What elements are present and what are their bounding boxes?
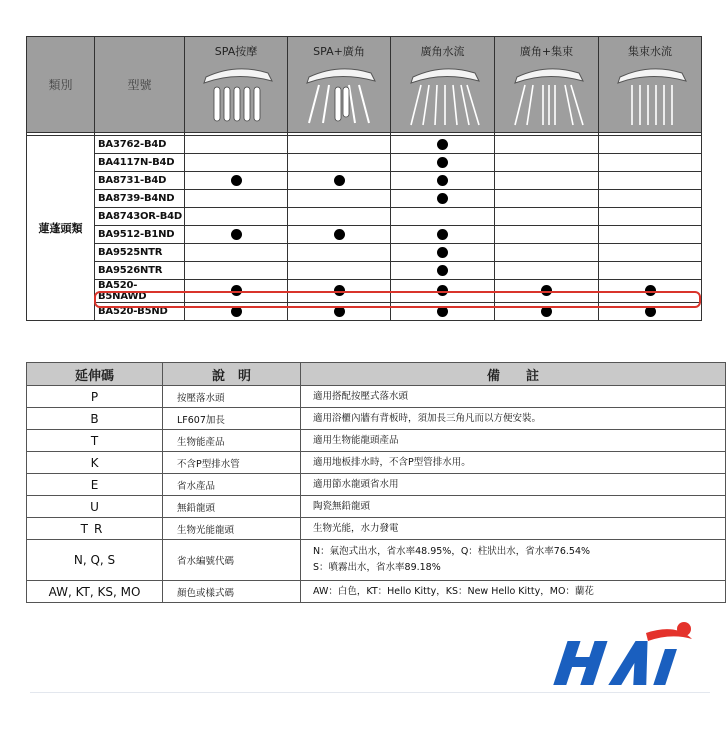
mode-title: SPA+廣角 xyxy=(313,45,365,58)
table-row xyxy=(27,280,702,303)
hai-logo xyxy=(536,615,701,690)
mode-cell xyxy=(495,280,599,303)
model-header: 型號 xyxy=(95,37,185,133)
extension-code: N, Q, S xyxy=(27,540,163,581)
code-description: 顏色或樣式碼 xyxy=(163,581,301,603)
desc-header: 說 明 xyxy=(163,363,301,386)
availability-dot xyxy=(541,285,552,296)
code-description: LF607加長 xyxy=(163,408,301,430)
table-row xyxy=(27,208,702,226)
model-cell: BA9512-B1ND xyxy=(95,226,185,244)
mode-cell xyxy=(185,190,288,208)
mode-cell xyxy=(599,280,702,303)
model-cell: BA8743OR-B4D xyxy=(95,208,185,226)
mode-cell xyxy=(288,190,391,208)
model-cell: BA3762-B4D xyxy=(95,136,185,154)
mode-cell xyxy=(185,208,288,226)
mode-cell xyxy=(599,226,702,244)
mode-cell xyxy=(185,136,288,154)
extension-code: K xyxy=(27,452,163,474)
mode-cell xyxy=(599,208,702,226)
table-row xyxy=(27,303,702,321)
mode-cell xyxy=(599,190,702,208)
code-description: 按壓落水頭 xyxy=(163,386,301,408)
availability-dot xyxy=(231,175,242,186)
extension-code: T xyxy=(27,430,163,452)
extension-code: U xyxy=(27,496,163,518)
code-note xyxy=(301,540,726,581)
mode-cell xyxy=(599,172,702,190)
availability-dot xyxy=(437,229,448,240)
table-row xyxy=(27,496,726,518)
availability-dot xyxy=(231,229,242,240)
code-description: 省水編號代碼 xyxy=(163,540,301,581)
table-row xyxy=(27,518,726,540)
availability-dot xyxy=(437,285,448,296)
availability-dot xyxy=(334,285,345,296)
code-note xyxy=(301,518,726,540)
availability-dot xyxy=(334,229,345,240)
mode-cell xyxy=(288,136,391,154)
mode-cell xyxy=(391,208,495,226)
focus-spray-icon xyxy=(610,63,690,127)
extension-code: TR xyxy=(27,518,163,540)
mode-cell xyxy=(391,154,495,172)
code-note xyxy=(301,386,726,408)
extension-code: AW, KT, KS, MO xyxy=(27,581,163,603)
availability-dot xyxy=(334,306,345,317)
wide-spray-icon xyxy=(403,63,483,127)
mode-cell xyxy=(495,136,599,154)
code-description: 不含P型排水管 xyxy=(163,452,301,474)
mode-cell xyxy=(185,303,288,321)
product-spray-table xyxy=(26,36,702,321)
availability-dot xyxy=(231,285,242,296)
mode-cell xyxy=(391,244,495,262)
code-note xyxy=(301,496,726,518)
mode-cell xyxy=(495,244,599,262)
mode-title: SPA按摩 xyxy=(214,45,258,58)
table-row xyxy=(27,540,726,581)
mode-cell xyxy=(185,262,288,280)
mode-cell xyxy=(288,154,391,172)
mode-cell xyxy=(288,172,391,190)
mode-title: 廣角+集束 xyxy=(519,45,574,58)
mode-header-wide-focus xyxy=(495,37,599,133)
extension-code-table xyxy=(26,362,726,603)
mode-cell xyxy=(495,154,599,172)
table-row xyxy=(27,474,726,496)
table1-header-row xyxy=(27,37,702,133)
footer-divider xyxy=(30,692,710,693)
mode-cell xyxy=(391,262,495,280)
mode-cell xyxy=(185,226,288,244)
table2-header-row xyxy=(27,363,726,386)
mode-cell xyxy=(288,262,391,280)
mode-cell xyxy=(391,226,495,244)
mode-cell xyxy=(495,172,599,190)
mode-cell xyxy=(599,154,702,172)
table-row xyxy=(27,172,702,190)
table-row xyxy=(27,262,702,280)
note-line: S：噴霧出水，省水率89.18% xyxy=(313,562,441,573)
note-line: AW：白色，KT：Hello Kitty，KS：New Hello Kitty，MO：蘭花 xyxy=(313,585,594,597)
table-row xyxy=(27,226,702,244)
availability-dot xyxy=(645,306,656,317)
note-line: 適用搭配按壓式落水頭 xyxy=(313,390,409,402)
model-cell: BA8739-B4ND xyxy=(95,190,185,208)
mode-cell xyxy=(185,244,288,262)
mode-cell xyxy=(288,303,391,321)
spa-massage-spray-icon xyxy=(196,63,276,127)
availability-dot xyxy=(334,175,345,186)
note-line: 適用地板排水時，不含P型管排水用。 xyxy=(313,456,471,468)
model-cell: BA4117N-B4D xyxy=(95,154,185,172)
mode-cell xyxy=(288,280,391,303)
code-note xyxy=(301,581,726,603)
table-row xyxy=(27,136,702,154)
code-note xyxy=(301,452,726,474)
table-row xyxy=(27,581,726,603)
extension-code: E xyxy=(27,474,163,496)
mode-header-focus xyxy=(599,37,702,133)
mode-cell xyxy=(599,262,702,280)
model-cell: BA520-B5NAWD xyxy=(95,280,185,303)
code-header: 延伸碼 xyxy=(27,363,163,386)
mode-cell xyxy=(185,154,288,172)
mode-cell xyxy=(599,136,702,154)
availability-dot xyxy=(437,175,448,186)
model-cell: BA9525NTR xyxy=(95,244,185,262)
wide-focus-spray-icon xyxy=(507,63,587,127)
mode-cell xyxy=(391,172,495,190)
mode-cell xyxy=(599,244,702,262)
mode-cell xyxy=(391,280,495,303)
mode-cell xyxy=(185,280,288,303)
code-description: 生物能產品 xyxy=(163,430,301,452)
note-header: 備 註 xyxy=(301,363,726,386)
mode-header-wide xyxy=(391,37,495,133)
note-line: 適用節水龍頭省水用 xyxy=(313,478,399,490)
availability-dot xyxy=(231,306,242,317)
table-row xyxy=(27,386,726,408)
code-description: 無鉛龍頭 xyxy=(163,496,301,518)
mode-header-spa-wide xyxy=(288,37,391,133)
availability-dot xyxy=(437,247,448,258)
table-row xyxy=(27,154,702,172)
mode-cell xyxy=(391,190,495,208)
code-description: 省水產品 xyxy=(163,474,301,496)
availability-dot xyxy=(437,157,448,168)
note-line: 適用生物能龍頭產品 xyxy=(313,434,399,446)
model-cell: BA9526NTR xyxy=(95,262,185,280)
mode-cell xyxy=(495,190,599,208)
availability-dot xyxy=(541,306,552,317)
mode-cell xyxy=(599,303,702,321)
mode-header-spa xyxy=(185,37,288,133)
extension-code: B xyxy=(27,408,163,430)
spa-wide-spray-icon xyxy=(299,63,379,127)
table-row xyxy=(27,452,726,474)
extension-code: P xyxy=(27,386,163,408)
code-note xyxy=(301,408,726,430)
mode-cell xyxy=(391,136,495,154)
mode-cell xyxy=(495,303,599,321)
code-note xyxy=(301,474,726,496)
category-cell: 蓮蓬頭類 xyxy=(27,136,95,321)
mode-cell xyxy=(495,262,599,280)
availability-dot xyxy=(645,285,656,296)
table-row xyxy=(27,190,702,208)
category-header: 類別 xyxy=(27,37,95,133)
code-note xyxy=(301,430,726,452)
availability-dot xyxy=(437,306,448,317)
mode-cell xyxy=(185,172,288,190)
availability-dot xyxy=(437,193,448,204)
mode-cell xyxy=(288,208,391,226)
note-line: N：氣泡式出水，省水率48.95%，Q：柱狀出水，省水率76.54% xyxy=(313,546,591,557)
mode-title: 集束水流 xyxy=(628,45,672,58)
table-row xyxy=(27,430,726,452)
note-line: 陶瓷無鉛龍頭 xyxy=(313,500,371,512)
mode-cell xyxy=(495,208,599,226)
availability-dot xyxy=(437,265,448,276)
model-cell: BA8731-B4D xyxy=(95,172,185,190)
note-line: 生物光能，水力發電 xyxy=(313,522,399,534)
code-description: 生物光能龍頭 xyxy=(163,518,301,540)
mode-title: 廣角水流 xyxy=(420,45,465,58)
mode-cell xyxy=(391,303,495,321)
model-cell: BA520-B5ND xyxy=(95,303,185,321)
availability-dot xyxy=(437,139,448,150)
note-line: 適用浴櫃內牆有背板時，須加長三角凡而以方便安裝。 xyxy=(313,412,542,424)
mode-cell xyxy=(288,244,391,262)
mode-cell xyxy=(288,226,391,244)
table-row xyxy=(27,408,726,430)
mode-cell xyxy=(495,226,599,244)
table-row xyxy=(27,244,702,262)
